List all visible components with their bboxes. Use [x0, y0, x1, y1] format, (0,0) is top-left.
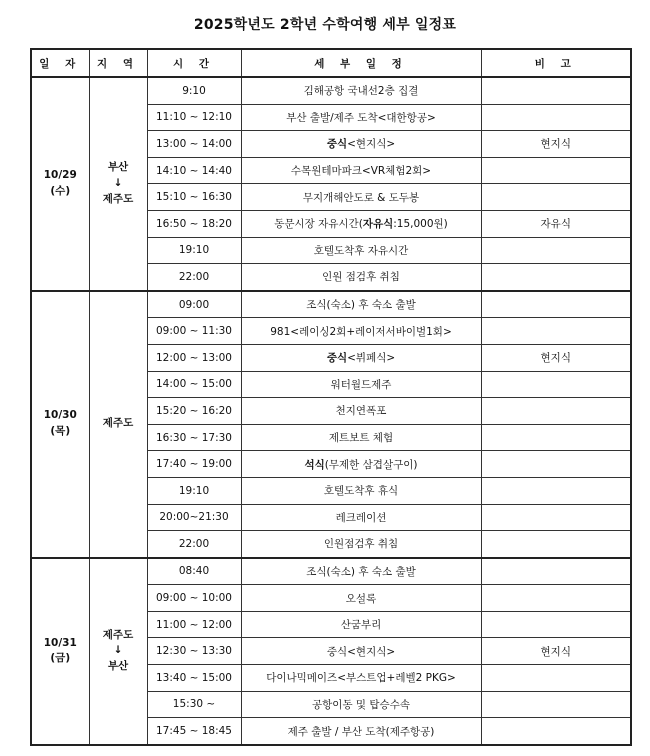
detail-text: 중식<현지식> [326, 645, 396, 658]
region-cell [89, 558, 147, 745]
time-cell: 12:30 ~ 13:30 [147, 638, 241, 665]
region-from: 제주도 [102, 417, 134, 430]
time-cell: 19:10 [147, 237, 241, 264]
note-cell [481, 291, 631, 318]
note-cell [481, 264, 631, 291]
note-cell [481, 665, 631, 692]
detail-cell [241, 424, 481, 451]
note-cell [481, 77, 631, 104]
detail-text: <뷔페식> [347, 352, 396, 365]
detail-cell [241, 104, 481, 131]
time-cell: 13:00 ~ 14:00 [147, 131, 241, 158]
page-title: 2025학년도 2학년 수학여행 세부 일정표 [193, 17, 457, 33]
note-cell: 현지식 [481, 638, 631, 665]
note-cell [481, 585, 631, 612]
time-cell: 12:00 ~ 13:00 [147, 344, 241, 371]
note-cell [481, 531, 631, 558]
region-cell [89, 77, 147, 291]
time-cell: 17:45 ~ 18:45 [147, 718, 241, 745]
region-cell [89, 291, 147, 558]
date-cell [31, 558, 89, 745]
day-group [31, 291, 631, 558]
header-detail: 세 부 일 정 [241, 49, 481, 77]
weekday-label: (수) [50, 184, 71, 197]
detail-cell [241, 558, 481, 585]
date-label: 10/31 [43, 636, 77, 649]
date-cell [31, 291, 89, 558]
time-cell: 09:00 [147, 291, 241, 318]
note-cell [481, 371, 631, 398]
note-cell [481, 691, 631, 718]
detail-text: 동문시장 자유시간( [274, 218, 363, 231]
detail-cell [241, 665, 481, 692]
header-time: 시 간 [147, 49, 241, 77]
detail-cell [241, 477, 481, 504]
note-cell [481, 611, 631, 638]
detail-cell [241, 638, 481, 665]
detail-cell [241, 237, 481, 264]
note-cell [481, 184, 631, 211]
detail-cell [241, 585, 481, 612]
detail-text: 981<레이싱2회+레이저서바이벌1회> [270, 325, 452, 338]
detail-text: 천지연폭포 [335, 405, 387, 418]
time-cell: 14:00 ~ 15:00 [147, 371, 241, 398]
note-cell [481, 318, 631, 345]
detail-cell [241, 451, 481, 478]
detail-cell [241, 264, 481, 291]
detail-cell [241, 318, 481, 345]
region-to: 부산 [107, 660, 129, 673]
note-cell [481, 237, 631, 264]
detail-cell [241, 210, 481, 237]
detail-text: (무제한 삼겹살구이) [324, 458, 418, 471]
time-cell: 14:10 ~ 14:40 [147, 157, 241, 184]
time-cell: 13:40 ~ 15:00 [147, 665, 241, 692]
time-cell: 09:00 ~ 11:30 [147, 318, 241, 345]
time-cell: 9:10 [147, 77, 241, 104]
time-cell: 15:10 ~ 16:30 [147, 184, 241, 211]
date-label: 10/29 [43, 169, 77, 182]
schedule-table [30, 48, 632, 746]
time-cell: 11:00 ~ 12:00 [147, 611, 241, 638]
detail-cell [241, 398, 481, 425]
detail-cell [241, 184, 481, 211]
detail-text: 오설록 [345, 592, 377, 605]
time-cell: 17:40 ~ 19:00 [147, 451, 241, 478]
time-cell: 20:00~21:30 [147, 504, 241, 531]
arrow-down-icon: ↓ [113, 644, 123, 657]
note-cell: 자유식 [481, 210, 631, 237]
detail-cell [241, 611, 481, 638]
note-cell: 현지식 [481, 344, 631, 371]
detail-cell [241, 344, 481, 371]
region-from: 부산 [107, 161, 129, 174]
time-cell: 15:30 ~ [147, 691, 241, 718]
detail-text: 조식(숙소) 후 숙소 출발 [306, 565, 416, 578]
time-cell: 09:00 ~ 10:00 [147, 585, 241, 612]
detail-suffix: :15,000원) [393, 218, 448, 231]
detail-text: 제주 출발 / 부산 도착(제주항공) [287, 725, 435, 738]
time-cell: 22:00 [147, 531, 241, 558]
date-cell [31, 77, 89, 291]
detail-text: 공항이동 및 탑승수속 [312, 698, 410, 711]
detail-text: 제트보트 체험 [328, 432, 394, 445]
note-cell [481, 451, 631, 478]
detail-text: 김해공항 국내선2층 집결 [303, 85, 419, 98]
detail-text: 인원점검후 취침 [323, 538, 399, 551]
table-row [31, 291, 631, 318]
meal-label: 중식 [326, 138, 348, 151]
time-cell: 22:00 [147, 264, 241, 291]
detail-text: 인원 점검후 취침 [322, 271, 400, 284]
note-cell [481, 398, 631, 425]
note-cell [481, 104, 631, 131]
time-cell: 16:30 ~ 17:30 [147, 424, 241, 451]
note-cell [481, 558, 631, 585]
time-cell: 08:40 [147, 558, 241, 585]
detail-text: 부산 출발/제주 도착<대한항공> [286, 111, 436, 124]
detail-cell [241, 291, 481, 318]
time-cell: 19:10 [147, 477, 241, 504]
weekday-label: (금) [50, 652, 71, 665]
weekday-label: (목) [50, 425, 71, 438]
header-date: 일 자 [31, 49, 89, 77]
detail-cell [241, 157, 481, 184]
detail-text: <현지식> [347, 138, 396, 151]
date-label: 10/30 [43, 409, 77, 422]
detail-cell [241, 371, 481, 398]
note-cell [481, 718, 631, 745]
time-cell: 11:10 ~ 12:10 [147, 104, 241, 131]
meal-label: 중식 [326, 352, 348, 365]
table-row [31, 558, 631, 585]
day-group [31, 77, 631, 291]
detail-text: 수목원테마파크<VR체험2회> [290, 165, 432, 178]
header-region: 지 역 [89, 49, 147, 77]
detail-cell [241, 691, 481, 718]
table-row [31, 77, 631, 104]
detail-cell [241, 77, 481, 104]
detail-text: 레크레이션 [335, 511, 387, 524]
time-cell: 15:20 ~ 16:20 [147, 398, 241, 425]
note-cell [481, 424, 631, 451]
detail-text: 무지개해안도로 & 도두봉 [302, 191, 420, 204]
note-cell [481, 477, 631, 504]
detail-cell [241, 718, 481, 745]
note-cell [481, 157, 631, 184]
day-group [31, 558, 631, 745]
time-cell: 16:50 ~ 18:20 [147, 210, 241, 237]
detail-cell [241, 131, 481, 158]
note-cell: 현지식 [481, 131, 631, 158]
arrow-down-icon: ↓ [113, 177, 123, 189]
detail-text: 워터월드제주 [330, 378, 392, 391]
detail-text: 조식(숙소) 후 숙소 출발 [306, 299, 416, 312]
meal-type-label: 자유식 [362, 218, 394, 231]
detail-text: 다이나믹메이즈<부스트업+레벨2 PKG> [266, 672, 456, 685]
region-to: 제주도 [102, 192, 134, 205]
detail-cell [241, 504, 481, 531]
detail-text: 호텔도착후 자유시간 [313, 244, 409, 257]
region-from: 제주도 [102, 628, 134, 641]
meal-label: 석식 [304, 458, 325, 471]
header-row [31, 49, 631, 77]
detail-text: 산굼부리 [340, 619, 382, 632]
header-note: 비 고 [481, 49, 631, 77]
note-cell [481, 504, 631, 531]
detail-cell [241, 531, 481, 558]
detail-text: 호텔도착후 휴식 [323, 485, 399, 498]
